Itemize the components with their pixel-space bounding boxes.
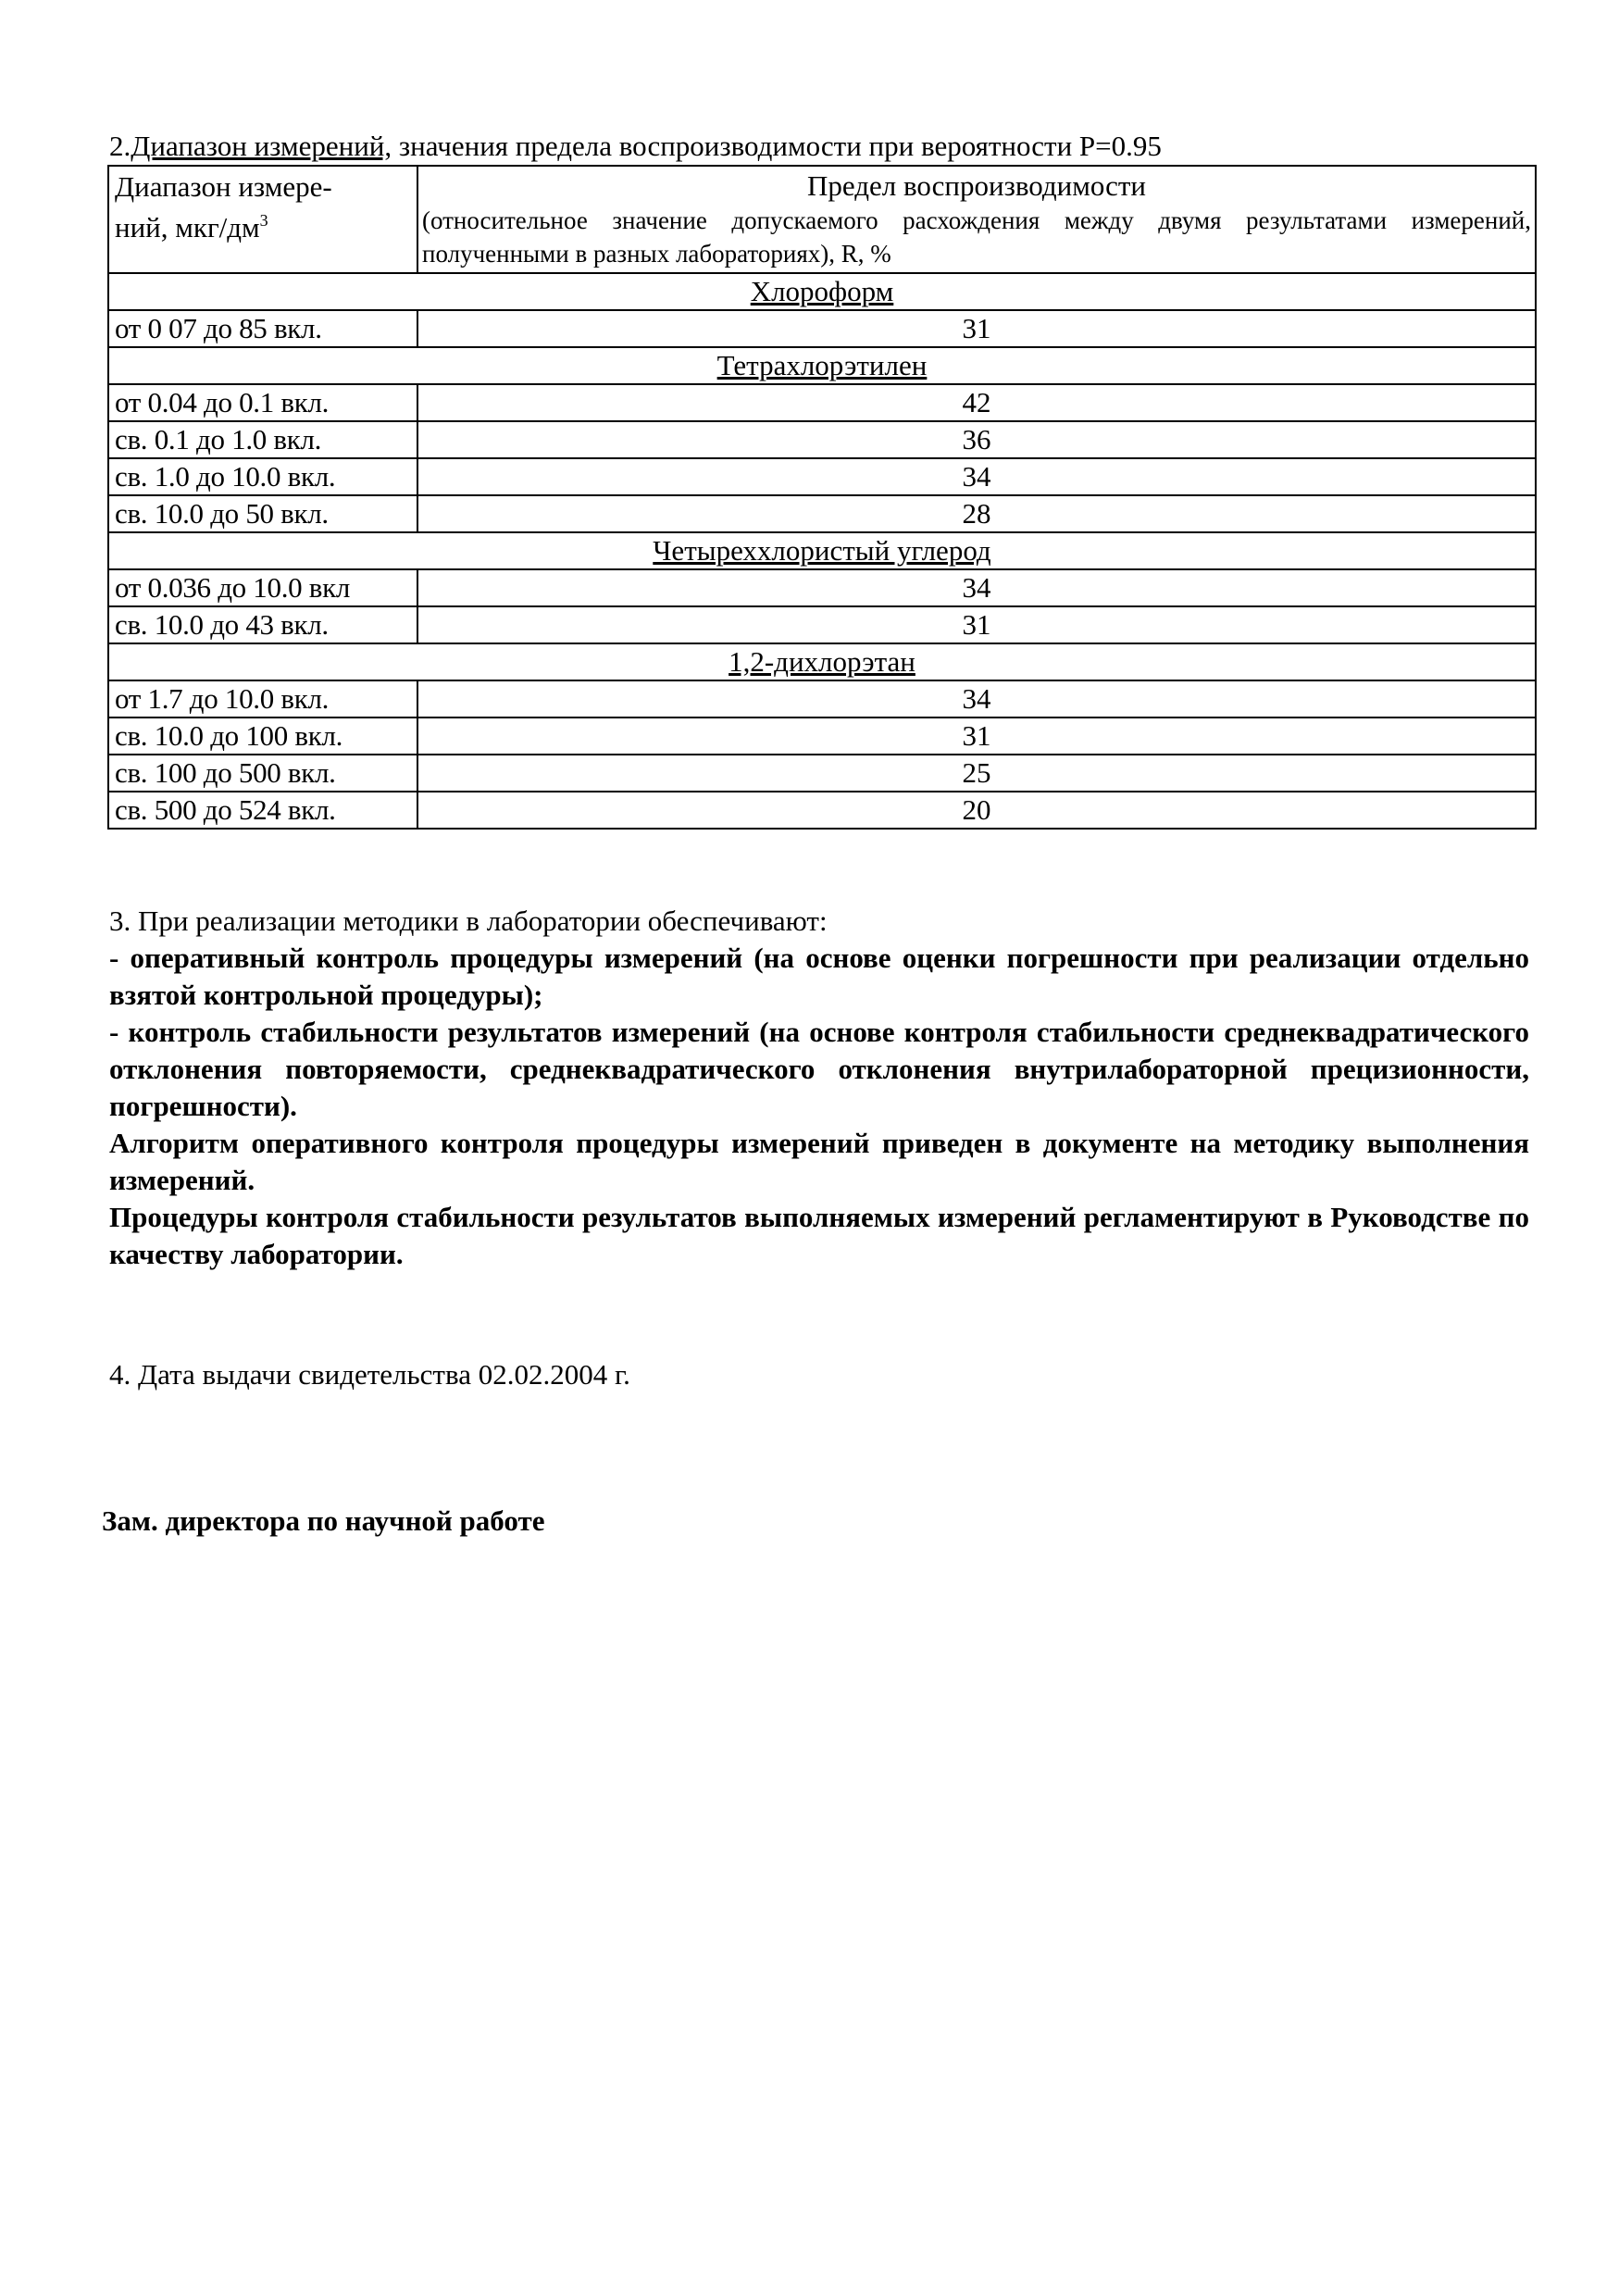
table-section-row xyxy=(108,643,1536,680)
table-row xyxy=(108,755,1536,792)
table-row xyxy=(108,310,1536,347)
range-header-line1: Диапазон измере- xyxy=(115,170,332,203)
table-row xyxy=(108,718,1536,755)
value-cell: 31 xyxy=(417,718,1536,755)
range-cell: от 1.7 до 10.0 вкл. xyxy=(108,680,417,718)
value-cell: 34 xyxy=(417,569,1536,606)
value-cell: 36 xyxy=(417,421,1536,458)
range-cell: св. 100 до 500 вкл. xyxy=(108,755,417,792)
section-name: Хлороформ xyxy=(750,275,894,307)
value-cell: 31 xyxy=(417,606,1536,643)
range-cell: св. 10.0 до 100 вкл. xyxy=(108,718,417,755)
reproducibility-header-title: Предел воспроизводимости xyxy=(806,169,1147,202)
value-cell: 42 xyxy=(417,384,1536,421)
range-header-sup: 3 xyxy=(259,211,268,230)
table-row xyxy=(108,569,1536,606)
reproducibility-header-subtitle: (относительное значение допускаемого расхождения между двумя результатами измерений, полученными в разных лабораториях), R, % xyxy=(422,206,1531,268)
value-cell: 28 xyxy=(417,495,1536,532)
section-cell xyxy=(108,532,1536,569)
value-cell: 34 xyxy=(417,458,1536,495)
section-cell xyxy=(108,643,1536,680)
heading-underlined: Диапазон измерений, xyxy=(131,130,392,162)
section-3-algorithm: Алгоритм оперативного контроля процедуры измерений приведен в документе на методику выполнения измерений. xyxy=(109,1127,1529,1196)
range-cell: св. 10.0 до 43 вкл. xyxy=(108,606,417,643)
heading-rest: значения предела воспроизводимости при вероятности Р=0.95 xyxy=(392,130,1162,162)
signature-title: Зам. директора по научной работе xyxy=(102,1504,545,1537)
section-name: Четыреххлористый углерод xyxy=(653,534,991,567)
heading-number: 2. xyxy=(109,130,131,162)
range-header-unit: ний, мкг/дм xyxy=(115,211,260,243)
range-column-header xyxy=(108,166,417,273)
table-row xyxy=(108,792,1536,829)
range-cell: св. 500 до 524 вкл. xyxy=(108,792,417,829)
table-row xyxy=(108,384,1536,421)
section-3-item-1: - оперативный контроль процедуры измерений (на основе оценки погрешности при реализации отдельно взятой контрольной процедуры); xyxy=(109,942,1529,1011)
table-section-row xyxy=(108,347,1536,384)
table-section-row xyxy=(108,273,1536,310)
reproducibility-column-header xyxy=(417,166,1536,273)
reproducibility-table xyxy=(107,165,1537,830)
section-name: Тетрахлорэтилен xyxy=(716,349,928,381)
value-cell: 34 xyxy=(417,680,1536,718)
range-cell: св. 10.0 до 50 вкл. xyxy=(108,495,417,532)
table-row xyxy=(108,421,1536,458)
section-3-intro: 3. При реализации методики в лаборатории обеспечивают: xyxy=(109,905,828,937)
section-4-date: 4. Дата выдачи свидетельства 02.02.2004 г. xyxy=(109,1358,630,1391)
table-row xyxy=(108,495,1536,532)
table-header-row xyxy=(108,166,1536,273)
section-2-heading xyxy=(109,128,1535,165)
table-row xyxy=(108,680,1536,718)
section-name: 1,2-дихлорэтан xyxy=(729,645,915,678)
range-cell: от 0.036 до 10.0 вкл xyxy=(108,569,417,606)
section-cell xyxy=(108,347,1536,384)
table-row xyxy=(108,458,1536,495)
value-cell: 31 xyxy=(417,310,1536,347)
section-3-item-2: - контроль стабильности результатов измерений (на основе контроля стабильности среднеквадратического отклонения повторяемости, среднеквадратического отклонения внутрилабораторной прецизионности, погрешности). xyxy=(109,1016,1529,1122)
range-cell: св. 1.0 до 10.0 вкл. xyxy=(108,458,417,495)
range-cell: от 0.04 до 0.1 вкл. xyxy=(108,384,417,421)
table-section-row xyxy=(108,532,1536,569)
section-cell xyxy=(108,273,1536,310)
section-3 xyxy=(109,903,1529,1273)
range-cell: от 0 07 до 85 вкл. xyxy=(108,310,417,347)
table-row xyxy=(108,606,1536,643)
range-cell: св. 0.1 до 1.0 вкл. xyxy=(108,421,417,458)
value-cell: 25 xyxy=(417,755,1536,792)
section-3-procedures: Процедуры контроля стабильности результатов выполняемых измерений регламентируют в Руководстве по качеству лаборатории. xyxy=(109,1201,1529,1270)
value-cell: 20 xyxy=(417,792,1536,829)
range-header-line2 xyxy=(115,204,411,244)
